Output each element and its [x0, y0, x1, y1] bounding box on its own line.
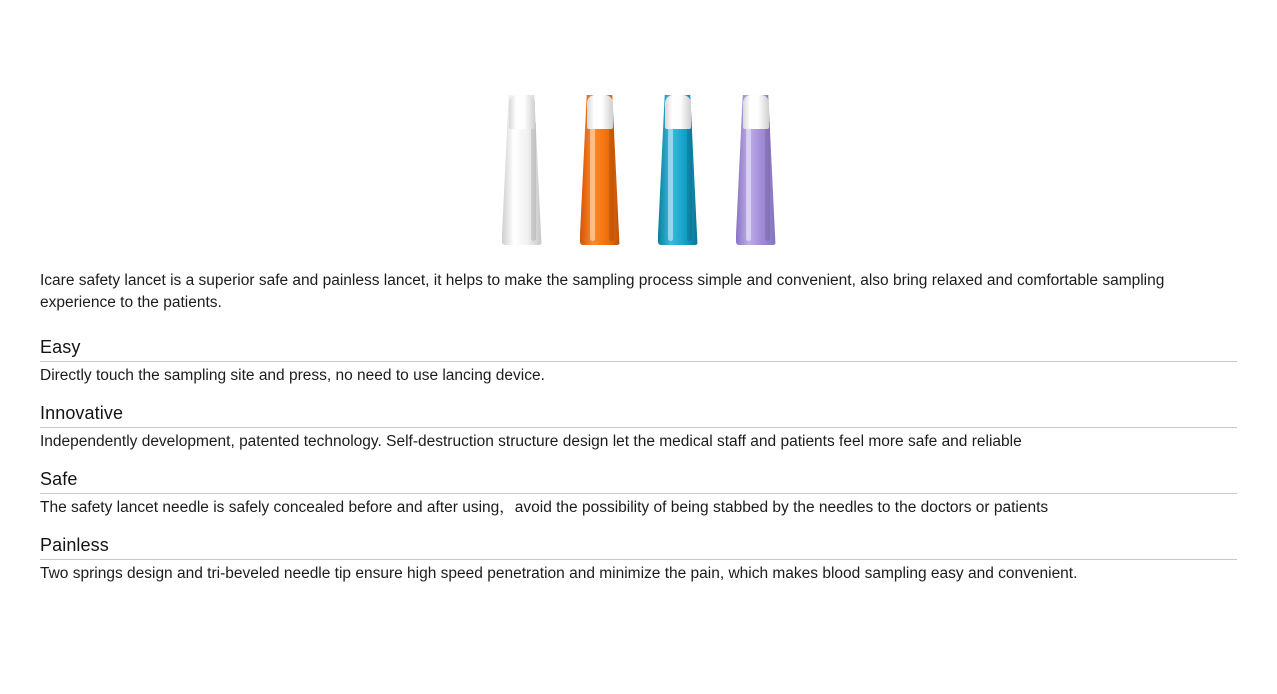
lancet-cap: [587, 95, 613, 129]
feature-description: The safety lancet needle is safely concealed before and after using，avoid the possibility of being stabbed by the needles to the doctors or patients: [40, 493, 1237, 519]
lancet-cap: [743, 95, 769, 129]
feature-painless: [40, 535, 1237, 585]
lancet-shadow: [765, 121, 770, 241]
lancet-shadow: [531, 121, 536, 241]
feature-easy: [40, 337, 1237, 387]
product-image-region: [0, 0, 1277, 270]
lancet-white: [502, 95, 542, 245]
feature-title: Easy: [40, 336, 81, 357]
lancet-image-group: [0, 85, 1277, 245]
feature-description: Two springs design and tri-beveled needle tip ensure high speed penetration and minimize the pain, which makes blood sampling easy and convenient.: [40, 559, 1237, 585]
product-description: [0, 270, 1277, 585]
feature-description: Directly touch the sampling site and press, no need to use lancing device.: [40, 361, 1237, 387]
lancet-cap: [509, 95, 535, 129]
feature-title: Painless: [40, 534, 109, 555]
lancet-orange: [580, 95, 620, 245]
lancet-cap: [665, 95, 691, 129]
lancet-highlight: [668, 121, 673, 241]
lancet-highlight: [590, 121, 595, 241]
feature-title: Innovative: [40, 402, 124, 423]
lancet-purple: [736, 95, 776, 245]
lancet-blue: [658, 95, 698, 245]
lancet-highlight: [512, 121, 517, 241]
feature-innovative: [40, 403, 1237, 453]
lancet-shadow: [687, 121, 692, 241]
intro-paragraph: Icare safety lancet is a superior safe and painless lancet, it helps to make the sampling process simple and convenient, also bring relaxed and comfortable sampling experience to the patients.: [40, 272, 1165, 312]
feature-safe: [40, 469, 1237, 519]
lancet-highlight: [746, 121, 751, 241]
lancet-shadow: [609, 121, 614, 241]
feature-title: Safe: [40, 468, 78, 489]
feature-description: Independently development, patented technology. Self-destruction structure design let the medical staff and patients feel more safe and reliable: [40, 427, 1237, 453]
